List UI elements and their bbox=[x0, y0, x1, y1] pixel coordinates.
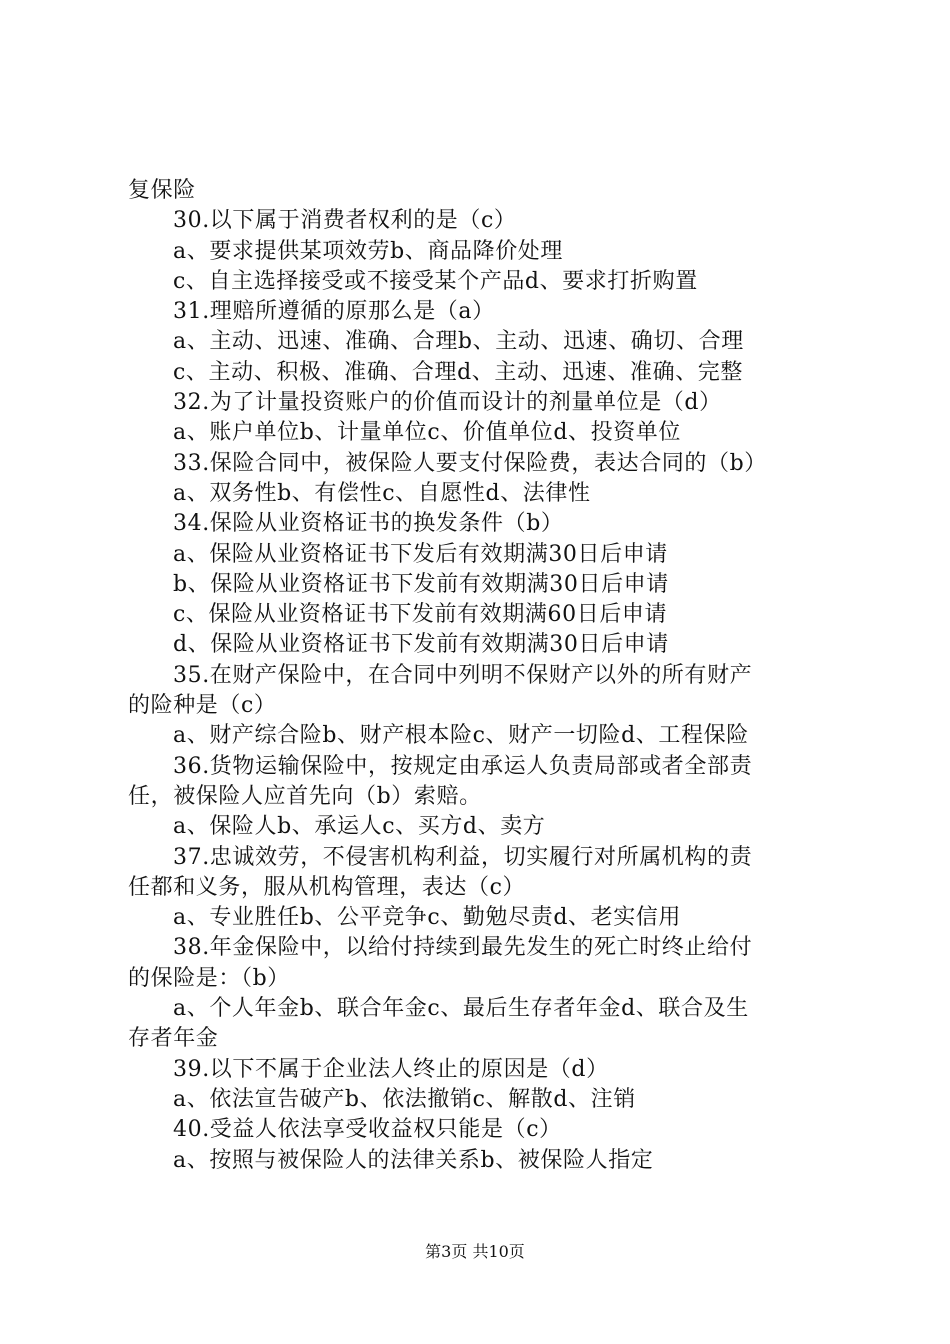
text-line: d、保险从业资格证书下发前有效期满30日后申请 bbox=[173, 632, 669, 658]
text-line: 35.在财产保险中，在合同中列明不保财产以外的所有财产 bbox=[173, 662, 753, 688]
text-line: c、保险从业资格证书下发前有效期满60日后申请 bbox=[173, 602, 668, 628]
text-line: a、双务性b、有偿性c、自愿性d、法律性 bbox=[173, 480, 591, 506]
text-line: 的险种是（c） bbox=[128, 693, 277, 719]
text-line: 的保险是：（b） bbox=[128, 965, 290, 991]
text-line: c、主动、积极、准确、合理d、主动、迅速、准确、完整 bbox=[173, 359, 744, 385]
text-line: a、保险人b、承运人c、买方d、卖方 bbox=[173, 814, 546, 840]
text-line: a、保险从业资格证书下发后有效期满30日后申请 bbox=[173, 541, 668, 567]
text-line: 33.保险合同中，被保险人要支付保险费，表达合同的（b） bbox=[173, 450, 767, 476]
text-line: 30.以下属于消费者权利的是（c） bbox=[173, 208, 517, 234]
text-line: a、要求提供某项效劳b、商品降价处理 bbox=[173, 238, 564, 264]
text-line: 存者年金 bbox=[128, 1026, 219, 1052]
text-line: 37.忠诚效劳，不侵害机构利益，切实履行对所属机构的责 bbox=[173, 844, 753, 870]
document-body bbox=[128, 176, 838, 1176]
text-line: 34.保险从业资格证书的换发条件（b） bbox=[173, 511, 564, 537]
text-line: a、主动、迅速、准确、合理b、主动、迅速、确切、合理 bbox=[173, 329, 744, 355]
text-line: 任，被保险人应首先向（b）索赔。 bbox=[128, 783, 482, 809]
text-line: 31.理赔所遵循的原那么是（a） bbox=[173, 299, 495, 325]
text-line: b、保险从业资格证书下发前有效期满30日后申请 bbox=[173, 571, 669, 597]
text-line: a、财产综合险b、财产根本险c、财产一切险d、工程保险 bbox=[173, 723, 749, 749]
text-line: 40.受益人依法享受收益权只能是（c） bbox=[173, 1117, 562, 1143]
text-line: a、账户单位b、计量单位c、价值单位d、投资单位 bbox=[173, 420, 682, 446]
page-footer: 第3页 共10页 bbox=[425, 1242, 525, 1261]
text-line: 36.货物运输保险中，按规定由承运人负责局部或者全部责 bbox=[173, 753, 753, 779]
text-line: a、个人年金b、联合年金c、最后生存者年金d、联合及生 bbox=[173, 996, 749, 1022]
text-line: 38.年金保险中，以给付持续到最先发生的死亡时终止给付 bbox=[173, 935, 753, 961]
text-line: 复保险 bbox=[128, 178, 196, 203]
text-line: a、专业胜任b、公平竞争c、勤勉尽责d、老实信用 bbox=[173, 905, 682, 931]
text-line: a、按照与被保险人的法律关系b、被保险人指定 bbox=[173, 1147, 654, 1173]
text-line: 32.为了计量投资账户的价值而设计的剂量单位是（d） bbox=[173, 390, 722, 416]
text-line: a、依法宣告破产b、依法撤销c、解散d、注销 bbox=[173, 1086, 636, 1112]
text-line: c、自主选择接受或不接受某个产品d、要求打折购置 bbox=[173, 268, 698, 294]
text-line: 任都和义务，服从机构管理，表达（c） bbox=[128, 874, 526, 900]
text-line: 39.以下不属于企业法人终止的原因是（d） bbox=[173, 1056, 609, 1082]
